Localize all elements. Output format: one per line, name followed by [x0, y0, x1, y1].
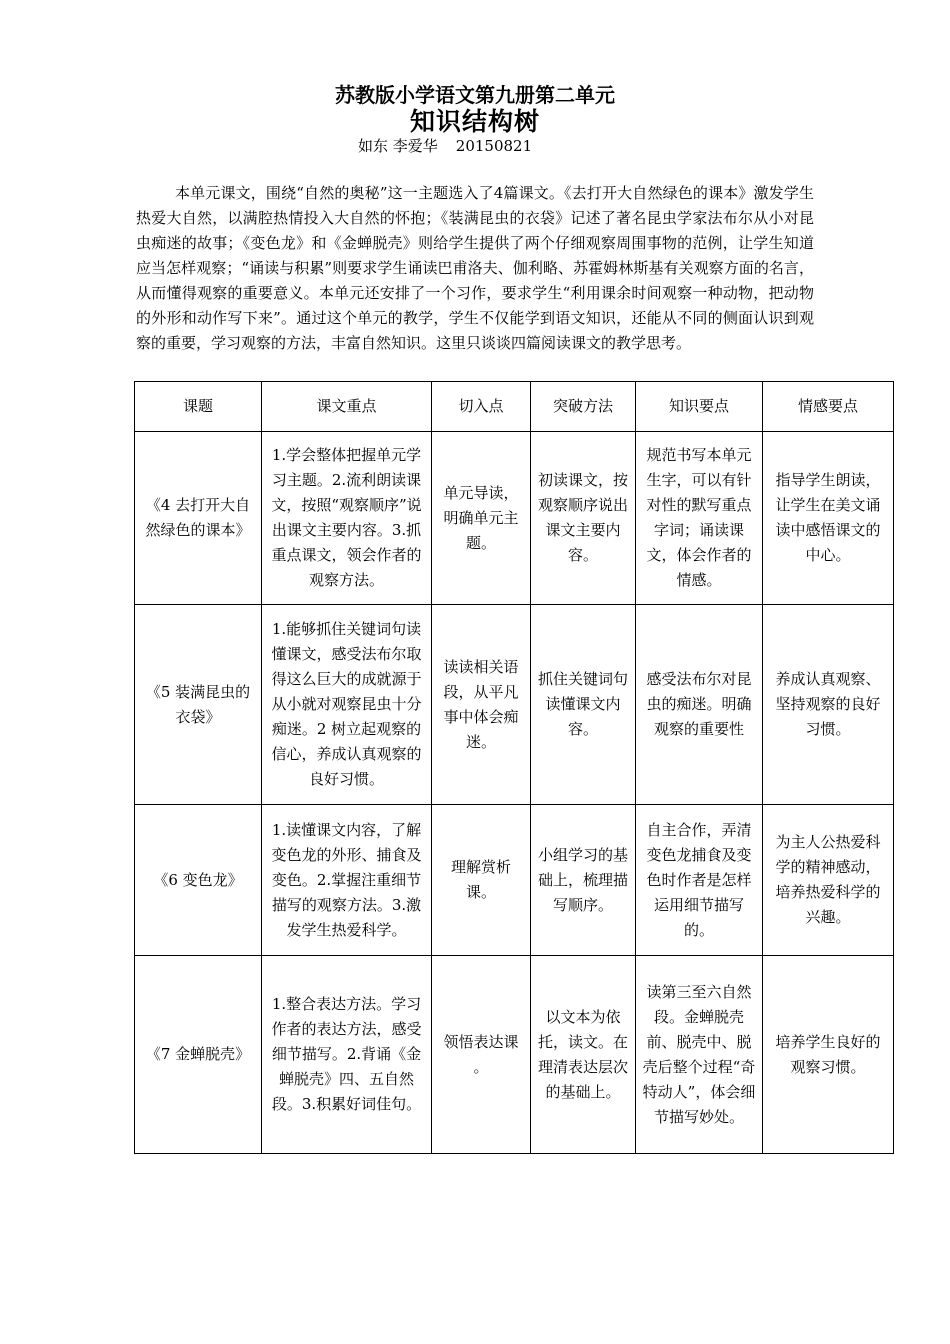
document-title: 苏教版小学语文第九册第二单元	[335, 83, 615, 107]
header-key-points: 课文重点	[262, 382, 432, 432]
cell-key-points: 1.整合表达方法。学习作者的表达方法，感受细节描写。2.背诵《金蝉脱壳》四、五自然段。3.积累好词佳句。	[262, 956, 432, 1154]
document-subtitle: 知识结构树	[409, 107, 540, 136]
header-emotion: 情感要点	[763, 382, 894, 432]
document-date: 20150821	[455, 137, 533, 155]
cell-emotion: 养成认真观察、坚持观察的良好习惯。	[763, 605, 894, 805]
cell-method: 初读课文，按观察顺序说出课文主要内容。	[531, 432, 636, 605]
cell-method: 抓住关键词句读懂课文内容。	[531, 605, 636, 805]
cell-emotion: 为主人公热爱科学的精神感动，培养热爱科学的兴趣。	[763, 805, 894, 956]
cell-key-points: 1.读懂课文内容，了解变色龙的外形、捕食及变色。2.掌握注重细节描写的观察方法。3.激发学生热爱科学。	[262, 805, 432, 956]
header-entry-point: 切入点	[432, 382, 531, 432]
table-row	[135, 805, 894, 956]
header-lesson: 课题	[135, 382, 262, 432]
cell-entry-point: 领悟表达课 。	[432, 956, 531, 1154]
table-row	[135, 605, 894, 805]
intro-paragraph: 本单元课文，围绕“自然的奥秘”这一主题选入了4篇课文。《去打开大自然绿色的课本》激发学生热爱大自然，以满腔热情投入大自然的怀抱；《装满昆虫的衣袋》记述了著名昆虫学家法布尔从小对昆虫痴迷的故事；《变色龙》和《金蝉脱壳》则给学生提供了两个仔细观察周围事物的范例，让学生知道应当怎样观察；“诵读与积累”则要求学生诵读巴甫洛夫、伽利略、苏霍姆林斯基有关观察方面的名言，从而懂得观察的重要意义。本单元还安排了一个习作，要求学生“利用课余时间观察一种动物，把动物的外形和动作写下来”。通过这个单元的教学，学生不仅能学到语文知识，还能从不同的侧面认识到观察的重要，学习观察的方法，丰富自然知识。这里只谈谈四篇阅读课文的教学思考。	[136, 184, 814, 352]
table-row	[135, 432, 894, 605]
cell-entry-point: 单元导读，明确单元主题。	[432, 432, 531, 605]
cell-method: 以文本为依托，读文。在理清表达层次的基础上。	[531, 956, 636, 1154]
knowledge-table	[134, 381, 894, 1154]
cell-knowledge: 感受法布尔对昆虫的痴迷。明确观察的重要性	[636, 605, 763, 805]
cell-lesson: 《4 去打开大自然绿色的课本》	[135, 432, 262, 605]
cell-entry-point: 理解赏析课。	[432, 805, 531, 956]
author-line	[358, 136, 532, 156]
cell-knowledge: 自主合作，弄清变色龙捕食及变色时作者是怎样运用细节描写的。	[636, 805, 763, 956]
table-header-row	[135, 382, 894, 432]
cell-emotion: 指导学生朗读，让学生在美文诵读中感悟课文的中心。	[763, 432, 894, 605]
cell-emotion: 培养学生良好的观察习惯。	[763, 956, 894, 1154]
cell-entry-point: 读读相关语段，从平凡事中体会痴迷。	[432, 605, 531, 805]
cell-lesson: 《6 变色龙》	[135, 805, 262, 956]
cell-key-points: 1.学会整体把握单元学习主题。2.流利朗读课文，按照“观察顺序”说出课文主要内容。3.抓重点课文，领会作者的观察方法。	[262, 432, 432, 605]
cell-knowledge: 规范书写本单元生字，可以有针对性的默写重点字词；诵读课文，体会作者的情感。	[636, 432, 763, 605]
cell-method: 小组学习的基础上，梳理描写顺序。	[531, 805, 636, 956]
cell-key-points: 1.能够抓住关键词句读懂课文，感受法布尔取得这么巨大的成就源于从小就对观察昆虫十分痴迷。2 树立起观察的信心，养成认真观察的良好习惯。	[262, 605, 432, 805]
header-knowledge: 知识要点	[636, 382, 763, 432]
header-method: 突破方法	[531, 382, 636, 432]
cell-knowledge: 读第三至六自然段。金蝉脱壳前、脱壳中、脱壳后整个过程“奇特动人”，体会细节描写妙处。	[636, 956, 763, 1154]
cell-lesson: 《5 装满昆虫的衣袋》	[135, 605, 262, 805]
table-row	[135, 956, 894, 1154]
cell-lesson: 《7 金蝉脱壳》	[135, 956, 262, 1154]
author-name: 如东 李爱华	[358, 137, 438, 155]
